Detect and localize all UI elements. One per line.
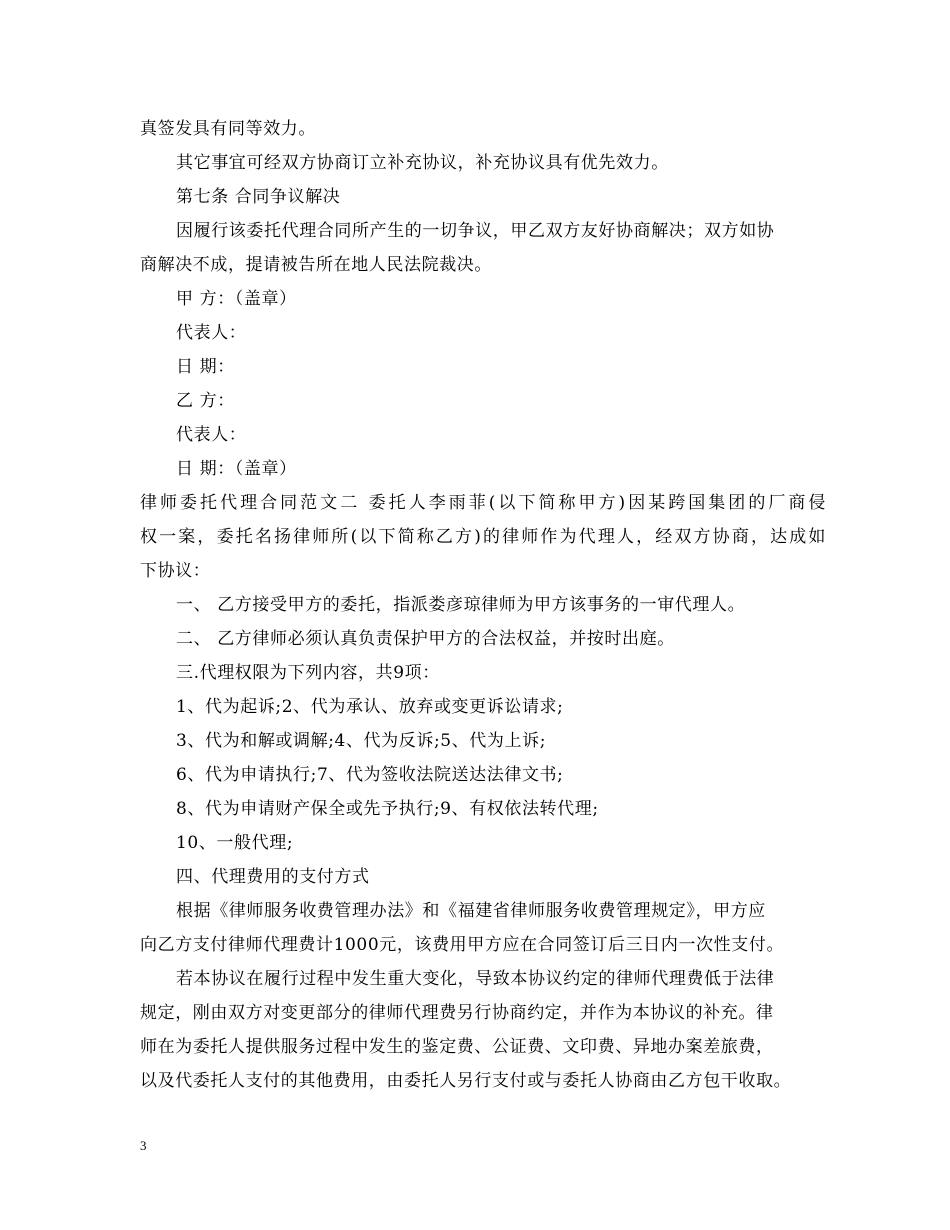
text-line: 商解决不成，提请被告所在地人民法院裁决。 [140, 255, 492, 275]
list-item: 1、代为起诉;2、代为承认、放弃或变更诉讼请求; [176, 697, 564, 717]
signature-field: 代表人： [176, 425, 247, 445]
signature-field: 日 期：（盖章） [176, 459, 297, 479]
text-line: 真签发具有同等效力。 [140, 119, 316, 139]
clause-item: 一、 乙方接受甲方的委托，指派娄彦琼律师为甲方该事务的一审代理人。 [176, 595, 746, 615]
list-item: 3、代为和解或调解;4、代为反诉;5、代为上诉; [176, 731, 547, 751]
text-line: 向乙方支付律师代理费计1000元，该费用甲方应在合同签订后三日内一次性支付。 [140, 935, 785, 955]
clause-item: 二、 乙方律师必须认真负责保护甲方的合法权益，并按时出庭。 [176, 629, 675, 649]
text-line: 若本协议在履行过程中发生重大变化，导致本协议约定的律师代理费低于法律 [176, 969, 775, 989]
text-line: 其它事宜可经双方协商订立补充协议，补充协议具有优先效力。 [176, 153, 669, 173]
text-line: 规定，刚由双方对变更部分的律师代理费另行协商约定，并作为本协议的补充。律 [140, 1003, 774, 1023]
signature-field: 代表人： [176, 323, 247, 343]
signature-field: 日 期： [176, 357, 235, 377]
text-line: 以及代委托人支付的其他费用，由委托人另行支付或与委托人协商由乙方包干收取。 [140, 1071, 792, 1091]
signature-field: 甲 方：（盖章） [176, 289, 297, 309]
text-line: 因履行该委托代理合同所产生的一切争议，甲乙双方友好协商解决；双方如协 [176, 221, 775, 241]
list-item: 6、代为申请执行;7、代为签收法院送达法律文书; [176, 765, 564, 785]
list-item: 10、一般代理; [176, 833, 294, 853]
text-line: 权一案，委托名扬律师所(以下简称乙方)的律师作为代理人，经双方协商，达成如 [140, 527, 826, 547]
text-line: 下协议： [140, 561, 211, 581]
signature-field: 乙 方： [176, 391, 235, 411]
page-number: 3 [140, 1138, 147, 1153]
text-line: 根据《律师服务收费管理办法》和《福建省律师服务收费管理规定》，甲方应 [176, 901, 766, 921]
section-heading: 四、代理费用的支付方式 [176, 867, 370, 887]
clause-item: 三.代理权限为下列内容，共9项： [176, 663, 440, 683]
list-item: 8、代为申请财产保全或先予执行;9、有权依法转代理; [176, 799, 599, 819]
text-line: 律师委托代理合同范文二 委托人李雨菲(以下简称甲方)因某跨国集团的厂商侵 [140, 493, 826, 513]
section-heading: 第七条 合同争议解决 [176, 187, 341, 207]
text-line: 师在为委托人提供服务过程中发生的鉴定费、公证费、文印费、异地办案差旅费， [140, 1037, 774, 1057]
